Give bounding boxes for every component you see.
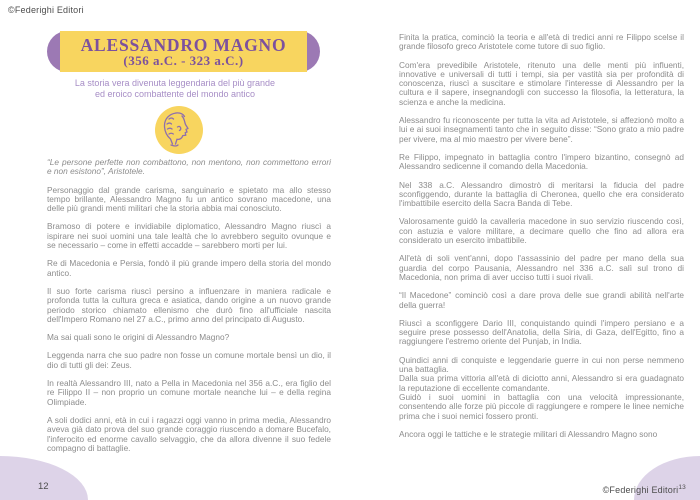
paragraph: Personaggio dal grande carisma, sanguinario e spietato ma allo stesso tempo brillante, Alessandro Magno fu un antico sovrano macedone, una delle più grandi menti militari che la storia abbia mai conosciuto. bbox=[47, 184, 331, 214]
paragraph: In realtà Alessandro III, nato a Pella in Macedonia nel 356 a.C., era figlio del re Filippo II – non proprio un comune mortale neanche lui – e della regina Olimpiade. bbox=[47, 378, 331, 407]
subtitle-line-2: ed eroico combattente del mondo antico bbox=[94, 88, 256, 99]
page-number-right: 13 bbox=[678, 484, 686, 491]
paragraph: “Le persone perfette non combattono, non mentono, non commettono errori e non esistono”, Aristotele. bbox=[47, 157, 331, 177]
paragraph: Finita la pratica, cominciò la teoria e all'età di tredici anni re Filippo scelse il grande filosofo greco Aristotele come tutore di suo figlio. bbox=[399, 32, 684, 52]
paragraph: Il suo forte carisma riuscì persino a influenzare in maniera radicale e profonda tutta la cultura greca e asiatica, dando origine a un nuovo grande periodo storico chiamato ellenismo che durò fino all'ufficiale nascita dell'Impero Romano nel 27 a.C., primo anno del principato di Augusto. bbox=[47, 285, 331, 324]
paragraph: Nel 338 a.C. Alessandro dimostrò di meritarsi la fiducia del padre sconfiggendo, durante la battaglia di Cheronea, quello che era considerato l'imbattibile esercito della Sacra Banda di Tebe. bbox=[399, 179, 684, 209]
title-banner bbox=[47, 31, 320, 72]
paragraph: Valorosamente guidò la cavalleria macedone in suo servizio riuscendo così, con astuzia e valore militare, a decimare quello che fino ad allora era considerato un esercito imbattibile. bbox=[399, 216, 684, 246]
paragraph: Bramoso di potere e invidiabile diplomatico, Alessandro Magno riuscì a ispirare nei suoi uomini una tale lealtà che lo avrebbero seguito ovunque e se necessario – come in effetti accadde – sarebbero morti per lui. bbox=[47, 221, 331, 251]
title-dates: (356 a.C. - 323 a.C.) bbox=[123, 52, 244, 68]
right-page-text bbox=[399, 33, 684, 448]
paragraph: Re Filippo, impegnato in battaglia contro l'impero bizantino, consegnò ad Alessandro sedicenne il comando della Macedonia. bbox=[399, 151, 684, 172]
paragraph: Ancora oggi le tattiche e le strategie militari di Alessandro Magno sono bbox=[399, 428, 658, 439]
subtitle bbox=[0, 78, 350, 99]
left-page-text bbox=[47, 158, 331, 462]
paragraph: Com'era prevedibile Aristotele, ritenuto una delle menti più influenti, innovative e universali di tutti i tempi, sia per vastità sia per profondità di conoscenza, riuscì a suscitare e stimolare l'interesse di Alessandro per la cultura e il sapere, insegnandogli con successo la filosofia, la letteratura, la scienza e anche la medicina. bbox=[399, 59, 684, 107]
copyright-bottom-text: ©Federighi Editori bbox=[602, 485, 679, 495]
page-corner-left bbox=[0, 456, 88, 500]
page-title: ALESSANDRO MAGNO bbox=[80, 34, 287, 55]
subtitle-line-1: La storia vera divenuta leggendaria del più grande bbox=[74, 78, 276, 88]
copyright-bottom bbox=[603, 484, 686, 495]
coin-profile-icon bbox=[154, 105, 204, 155]
paragraph: Ma sai quali sono le origini di Alessandro Magno? bbox=[47, 332, 230, 343]
paragraph: “Il Macedone” cominciò così a dare prova delle sue grandi abilità nell'arte della guerra! bbox=[399, 290, 684, 310]
paragraph: Riuscì a sconfiggere Dario III, conquistando quindi l'impero persiano e a seguire prese possesso dell'Anatolia, della Siria, di Gaza, dell'Egitto, fino a raggiungere l'estremo oriente del Punjab, in India. bbox=[399, 317, 684, 347]
paragraph: A soli dodici anni, età in cui i ragazzi oggi vanno in prima media, Alessandro aveva già dato prova del suo grande coraggio riuscendo a domare Bucefalo, l'inferocito ed enorme cavallo selvaggio, che da allora divenne il suo fedele compagno di battaglie. bbox=[47, 414, 331, 453]
paragraph: Re di Macedonia e Persia, fondò il più grande impero della storia del mondo antico. bbox=[47, 258, 331, 278]
copyright-top: ©Federighi Editori bbox=[8, 5, 84, 15]
paragraph: Guidò i suoi uomini in battaglia con una velocità impressionante, consentendo alle forze più piccole di raggiungere e rompere le linee nemiche prima che i suoi nemici fossero pronti. bbox=[399, 391, 684, 421]
paragraph: Dalla sua prima vittoria all'età di diciotto anni, Alessandro si era guadagnato la reputazione di eccellente comandante. bbox=[399, 373, 684, 393]
page-number-left: 12 bbox=[38, 481, 49, 492]
paragraph: All'età di soli vent'anni, dopo l'assassinio del padre per mano della sua guardia del corpo Pausania, Alessandro nel 336 a.C. salì sul trono di Macedonia, non prima di aver ucciso tutti i suoi rivali. bbox=[399, 253, 684, 282]
paragraph: Alessandro fu riconoscente per tutta la vita ad Aristotele, si affezionò molto a lui e ai suoi insegnamenti tanto che in seguito disse: “Sono grato a mio padre per vivere, ma al mio maestro per vivere bene”. bbox=[399, 115, 684, 144]
paragraph: Quindici anni di conquiste e leggendarie guerre in cui non perse nemmeno una battaglia. bbox=[399, 354, 684, 375]
paragraph: Leggenda narra che suo padre non fosse un comune mortale bensì un dio, il dio di tutti gli dei: Zeus. bbox=[47, 350, 331, 370]
